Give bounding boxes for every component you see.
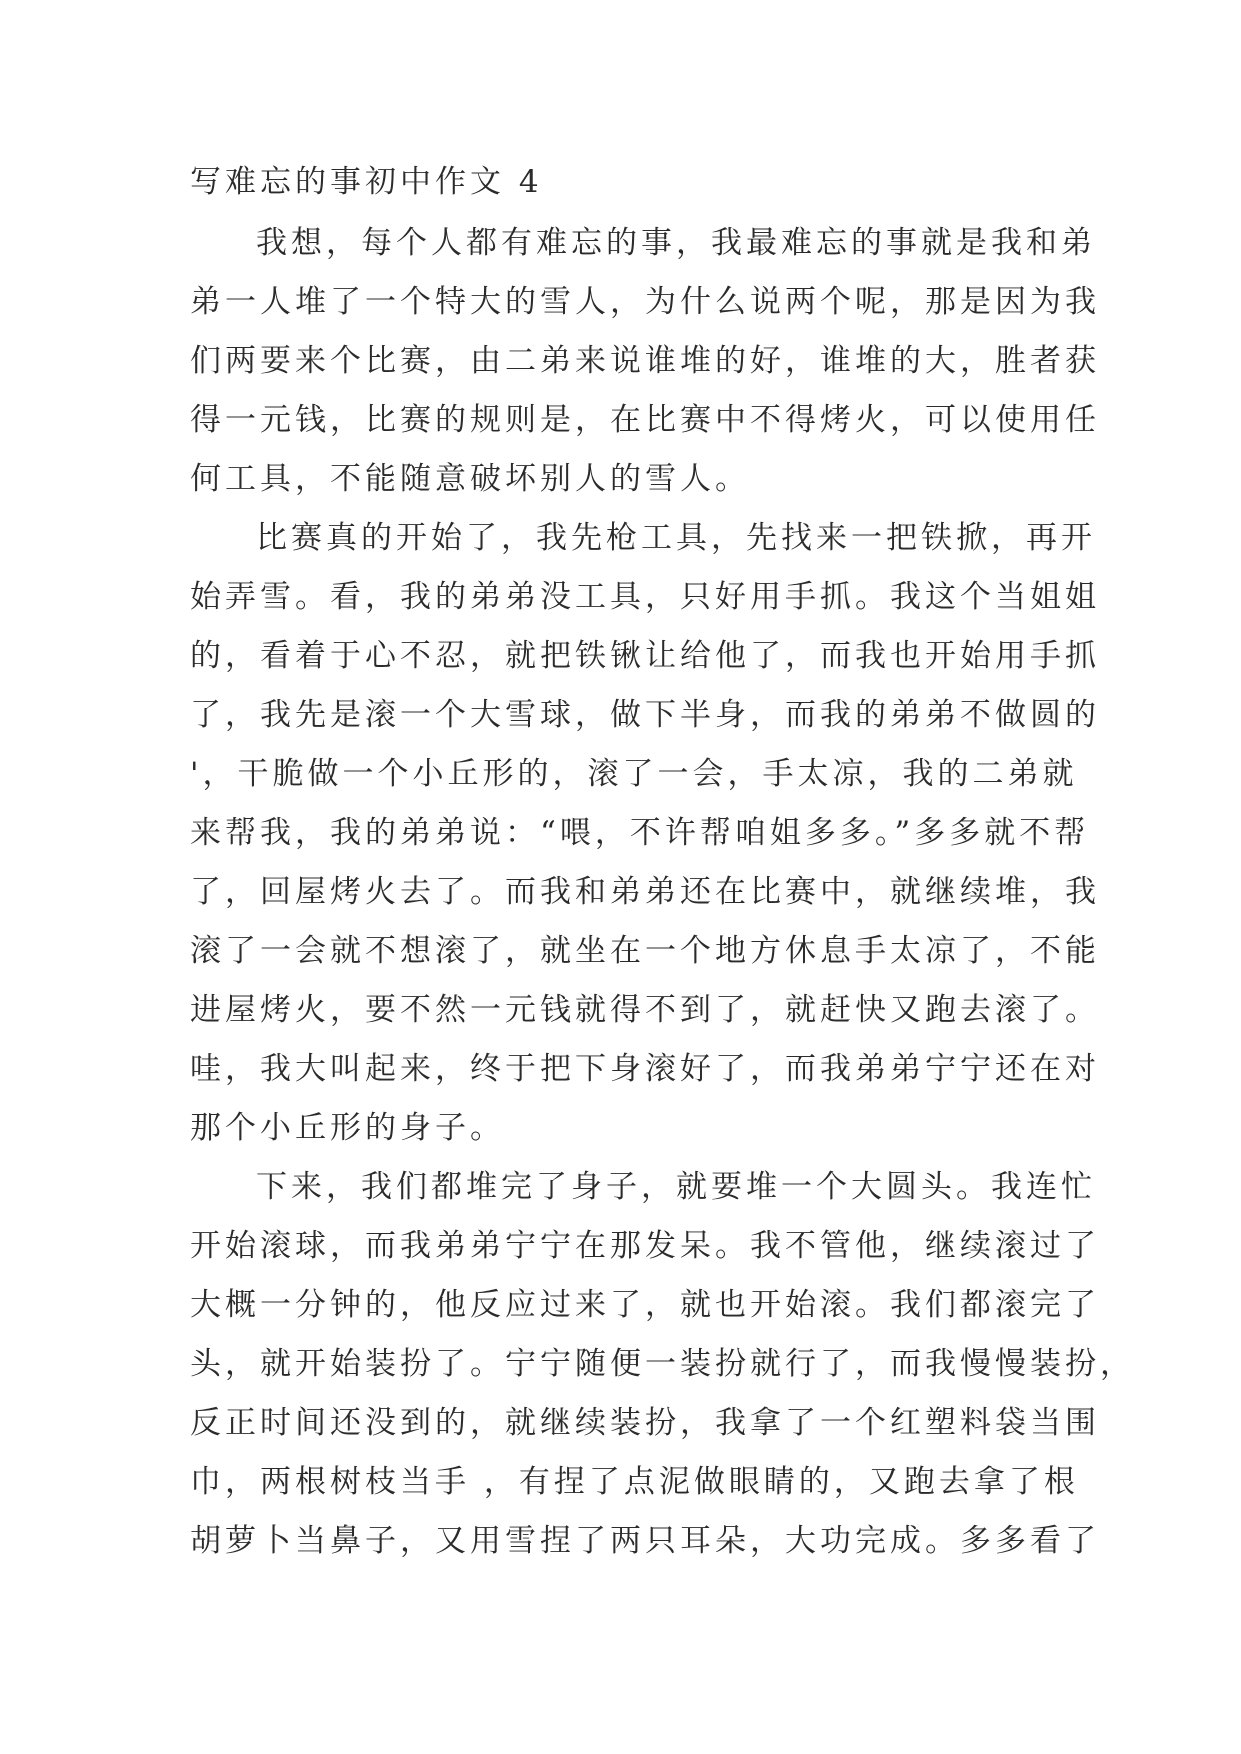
document-title: 写难忘的事初中作文 4 [190, 164, 543, 200]
paragraph-line: 始弄雪。看，我的弟弟没工具，只好用手抓。我这个当姐姐 [190, 579, 1100, 615]
paragraph-line: 头，就开始装扮了。宁宁随便一装扮就行了，而我慢慢装扮， [190, 1346, 1135, 1382]
paragraph-line: 开始滚球，而我弟弟宁宁在那发呆。我不管他，继续滚过了 [190, 1228, 1100, 1264]
paragraph-line: 了，回屋烤火去了。而我和弟弟还在比赛中，就继续堆，我 [190, 874, 1100, 910]
paragraph-line: 们两要来个比赛，由二弟来说谁堆的好，谁堆的大，胜者获 [190, 343, 1100, 379]
paragraph-line: 进屋烤火，要不然一元钱就得不到了，就赶快又跑去滚了。 [190, 992, 1100, 1028]
paragraph-line: 胡萝卜当鼻子，又用雪捏了两只耳朵，大功完成。多多看了 [190, 1523, 1100, 1559]
paragraph-line: 巾，两根树枝当手 ，有捏了点泥做眼睛的，又跑去拿了根 [190, 1464, 1079, 1500]
paragraph-line: 下来，我们都堆完了身子，就要堆一个大圆头。我连忙 [256, 1169, 1096, 1205]
paragraph-line: 弟一人堆了一个特大的雪人，为什么说两个呢，那是因为我 [190, 284, 1100, 320]
paragraph-line: 比赛真的开始了，我先枪工具，先找来一把铁掀，再开 [256, 520, 1096, 556]
paragraph-line: 反正时间还没到的，就继续装扮，我拿了一个红塑料袋当围 [190, 1405, 1100, 1441]
paragraph-line: 滚了一会就不想滚了，就坐在一个地方休息手太凉了，不能 [190, 933, 1100, 969]
paragraph-line: 那个小丘形的身子。 [190, 1110, 505, 1146]
paragraph-line: 得一元钱，比赛的规则是，在比赛中不得烤火，可以使用任 [190, 402, 1100, 438]
paragraph-line: 的，看着于心不忍，就把铁锹让给他了，而我也开始用手抓 [190, 638, 1100, 674]
paragraph-line: '，干脆做一个小丘形的，滚了一会，手太凉，我的二弟就 [190, 756, 1078, 792]
paragraph-line: 了，我先是滚一个大雪球，做下半身，而我的弟弟不做圆的 [190, 697, 1100, 733]
paragraph-line: 哇，我大叫起来，终于把下身滚好了，而我弟弟宁宁还在对 [190, 1051, 1100, 1087]
paragraph-line: 何工具，不能随意破坏别人的雪人。 [190, 461, 750, 497]
paragraph-line: 大概一分钟的，他反应过来了，就也开始滚。我们都滚完了 [190, 1287, 1100, 1323]
paragraph-line: 来帮我，我的弟弟说：“喂，不许帮咱姐多多。”多多就不帮 [190, 815, 1090, 851]
paragraph-line: 我想，每个人都有难忘的事，我最难忘的事就是我和弟 [256, 225, 1096, 261]
